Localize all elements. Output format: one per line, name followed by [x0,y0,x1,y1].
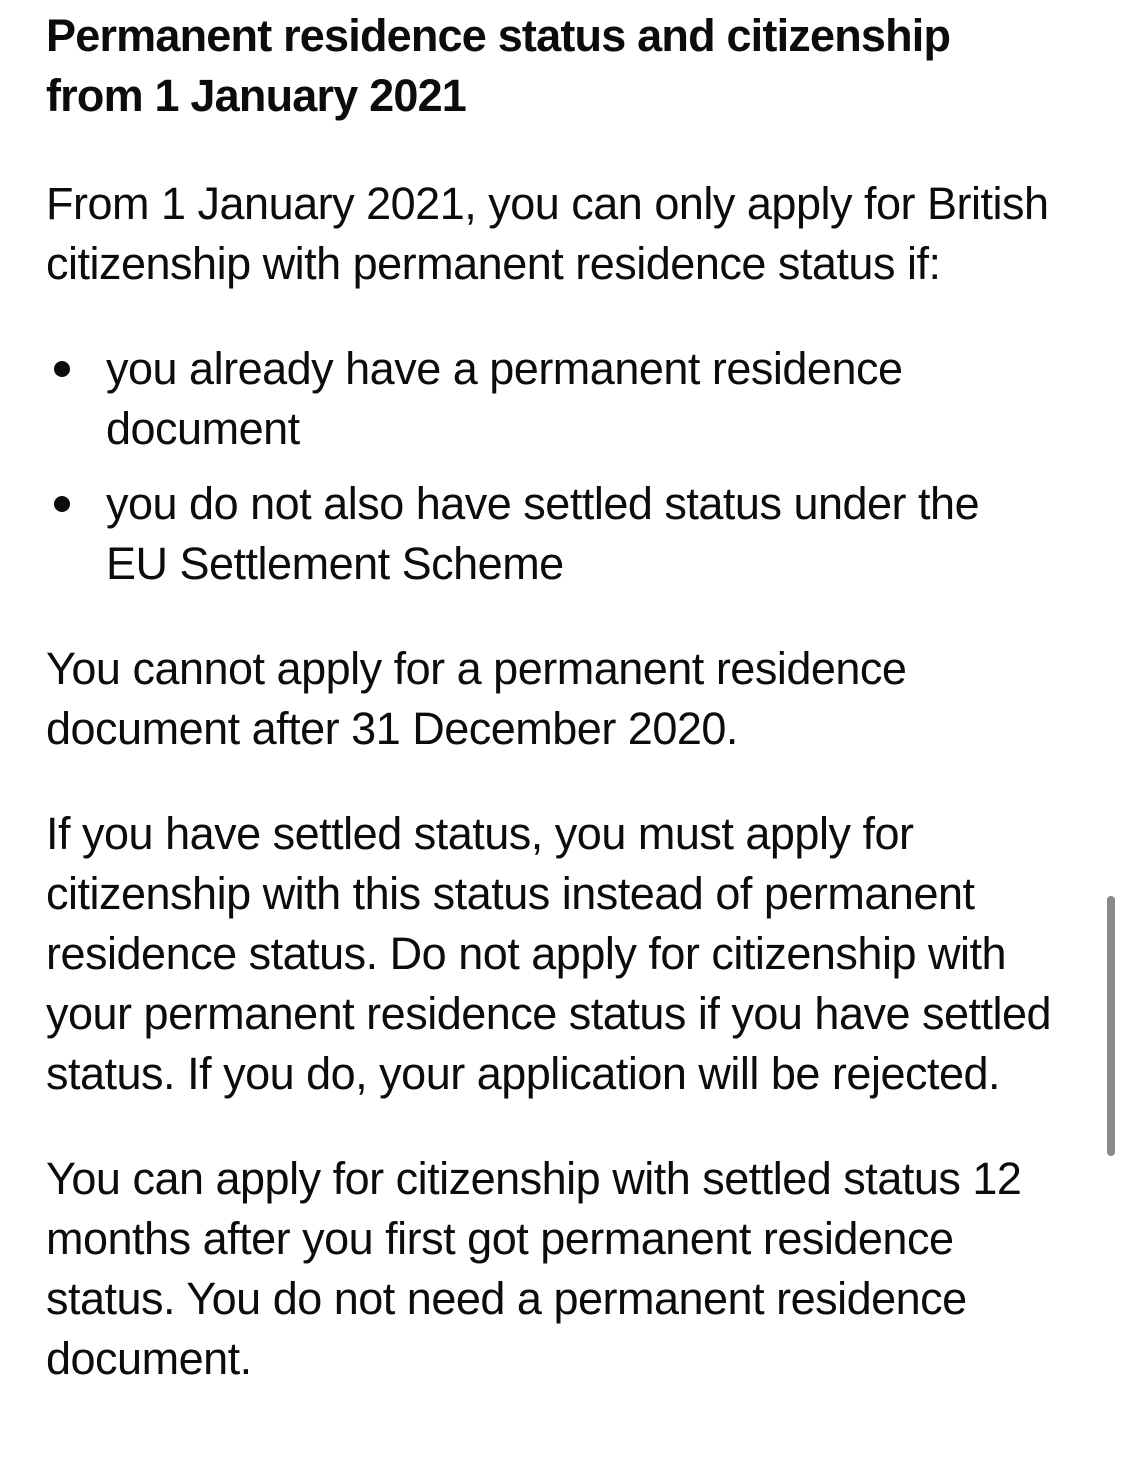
settled-status-paragraph: If you have settled status, you must apply for citizenship with this status instead of permanent residence status. Do not apply for citizenship with your permanent residence status if you have settled status. If you do, your application will be rejected. [46,808,1052,1099]
intro-paragraph: From 1 January 2021, you can only apply for British citizenship with permanent residence status if: [46,178,1049,289]
vertical-scrollbar[interactable] [1107,896,1115,1156]
list-item [46,339,1006,459]
conditions-list [46,339,1086,594]
deadline-paragraph: You cannot apply for a permanent residence document after 31 December 2020. [46,643,907,754]
bullet-icon [54,361,70,377]
article-content [46,6,1086,1389]
bullet-icon [54,496,70,512]
list-item-text: you do not also have settled status under the EU Settlement Scheme [106,478,980,589]
timing-paragraph: You can apply for citizenship with settled status 12 months after you first got permanent residence status. You do not need a permanent residence document. [46,1153,1022,1384]
section-heading: Permanent residence status and citizenship from 1 January 2021 [46,10,951,121]
list-item [46,474,1006,594]
list-item-text: you already have a permanent residence document [106,343,903,454]
